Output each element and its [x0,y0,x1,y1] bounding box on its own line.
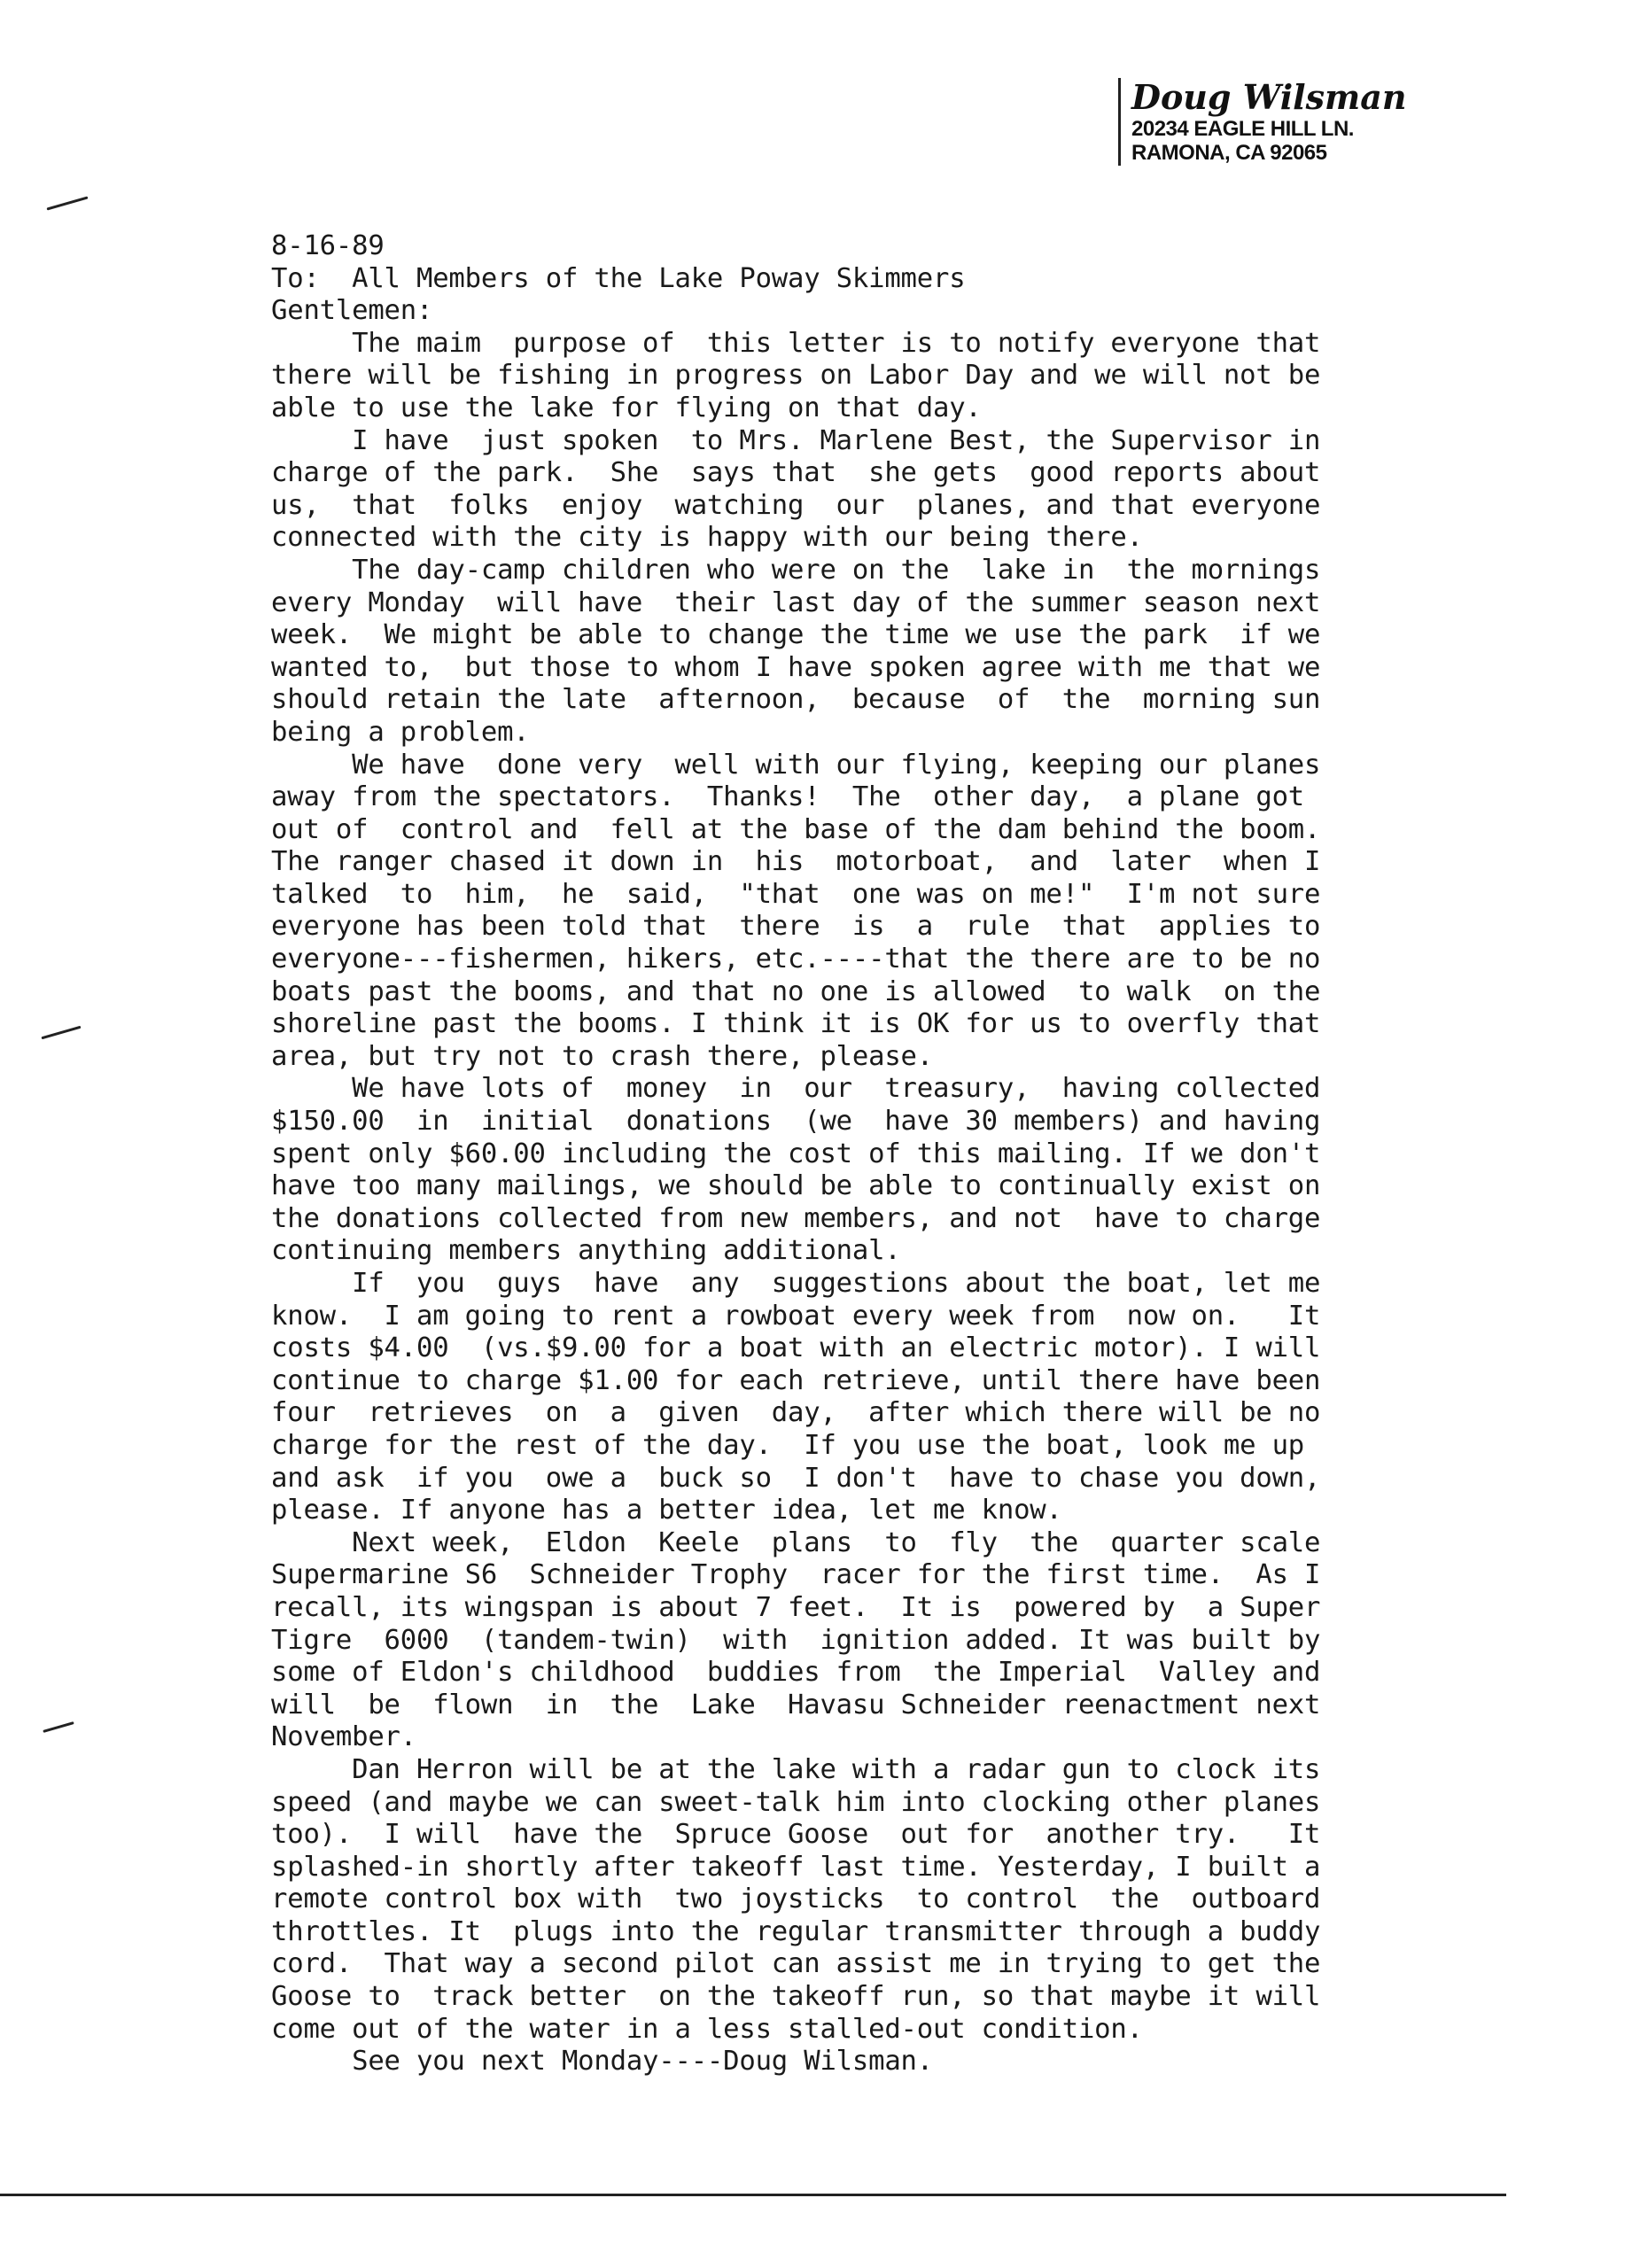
letter-line: come out of the water in a less stalled-out condition. [271,2013,1143,2045]
bottom-rule [0,2194,1506,2196]
letter-body [271,230,1529,2078]
letter-line: every Monday will have their last day of the summer season next [271,586,1321,618]
letter-line: cord. That way a second pilot can assist me in trying to get the [271,1948,1321,1980]
margin-mark [47,196,89,210]
letter-line: We have lots of money in our treasury, having collected [271,1073,1321,1105]
letter-line: See you next Monday----Doug Wilsman. [271,2046,933,2078]
letter-line: know. I am going to rent a rowboat every week from now on. It [271,1300,1321,1332]
letter-line: spent only $60.00 including the cost of this mailing. If we don't [271,1138,1321,1169]
margin-mark [41,1026,81,1040]
letter-line: have too many mailings, we should be able to continually exist on [271,1170,1321,1202]
letter-line: If you guys have any suggestions about the boat, let me [271,1268,1321,1299]
letter-line: Tigre 6000 (tandem-twin) with ignition added. It was built by [271,1624,1321,1656]
letter-line: us, that folks enjoy watching our planes, and that everyone [271,489,1321,521]
letter-line: continue to charge $1.00 for each retrieve, until there have been [271,1364,1321,1396]
letter-line: out of control and fell at the base of the dam behind the boom. [271,813,1321,845]
letter-line: able to use the lake for flying on that day. [271,392,982,423]
letter-line: being a problem. [271,716,530,748]
letter-line: throttles. It plugs into the regular transmitter through a buddy [271,1915,1321,1947]
letter-line: November. [271,1721,416,1753]
letter-line: connected with the city is happy with our being there. [271,522,1143,554]
letter-line: I have just spoken to Mrs. Marlene Best, the Supervisor in [271,424,1321,456]
letter-line: recall, its wingspan is about 7 feet. It is powered by a Super [271,1591,1321,1623]
letter-line: wanted to, but those to whom I have spoken agree with me that we [271,651,1321,683]
letter-line: boats past the booms, and that no one is allowed to walk on the [271,975,1321,1007]
letter-line: Gentlemen: [271,295,433,327]
letter-line: Dan Herron will be at the lake with a radar gun to clock its [271,1753,1321,1785]
letter-line: The day-camp children who were on the lake in the mornings [271,554,1321,586]
letter-line: shoreline past the booms. I think it is OK for us to overfly that [271,1008,1321,1040]
letter-line: should retain the late afternoon, because of the morning sun [271,684,1321,716]
letter-line: talked to him, he said, "that one was on me!" I'm not sure [271,878,1321,910]
letter-line: some of Eldon's childhood buddies from the Imperial Valley and [271,1657,1321,1689]
letter-line: will be flown in the Lake Havasu Schneider reenactment next [271,1689,1321,1720]
letter-line: please. If anyone has a better idea, let me know. [271,1495,1062,1526]
letter-line: and ask if you owe a buck so I don't have to chase you down, [271,1462,1321,1494]
margin-mark [43,1721,74,1733]
letter-line: splashed-in shortly after takeoff last time. Yesterday, I built a [271,1851,1321,1883]
letter-line: Supermarine S6 Schneider Trophy racer for the first time. As I [271,1559,1321,1591]
return-address-stamp [1118,78,1424,166]
stamp-street: 20234 EAGLE HILL LN. [1131,116,1354,141]
letter-line: Next week, Eldon Keele plans to fly the quarter scale [271,1526,1321,1558]
stamp-name: Doug Wilsman [1131,77,1407,117]
letter-line: The maim purpose of this letter is to notify everyone that [271,327,1321,359]
letter-line: four retrieves on a given day, after which there will be no [271,1397,1321,1429]
letter-line: $150.00 in initial donations (we have 30 members) and having [271,1106,1321,1138]
letter-line: We have done very well with our flying, keeping our planes [271,749,1321,781]
letter-line: charge of the park. She says that she gets good reports about [271,457,1321,489]
letter-line: everyone has been told that there is a rule that applies to [271,911,1321,943]
letter-line: away from the spectators. Thanks! The other day, a plane got [271,781,1305,813]
letter-line: too). I will have the Spruce Goose out for another try. It [271,1819,1321,1851]
letter-line: continuing members anything additional. [271,1235,901,1267]
letter-line: The ranger chased it down in his motorboat, and later when I [271,846,1321,878]
letter-line: speed (and maybe we can sweet-talk him into clocking other planes [271,1786,1321,1818]
letter-line: To: All Members of the Lake Poway Skimmers [271,262,966,294]
letter-line: area, but try not to crash there, please. [271,1040,933,1072]
letter-line: week. We might be able to change the time we use the park if we [271,619,1321,651]
letter-line: the donations collected from new members, and not have to charge [271,1202,1321,1234]
letter-line: everyone---fishermen, hikers, etc.----that the there are to be no [271,944,1321,975]
stamp-city: RAMONA, CA 92065 [1131,141,1327,166]
letter-line: there will be fishing in progress on Labor Day and we will not be [271,360,1321,392]
letter-line: Goose to track better on the takeoff run, so that maybe it will [271,1981,1321,2013]
letter-line: remote control box with two joysticks to control the outboard [271,1884,1321,1915]
letter-line: charge for the rest of the day. If you use the boat, look me up [271,1429,1305,1461]
letter-line: costs $4.00 (vs.$9.00 for a boat with an electric motor). I will [271,1332,1321,1364]
letter-line: 8-16-89 [271,230,385,261]
